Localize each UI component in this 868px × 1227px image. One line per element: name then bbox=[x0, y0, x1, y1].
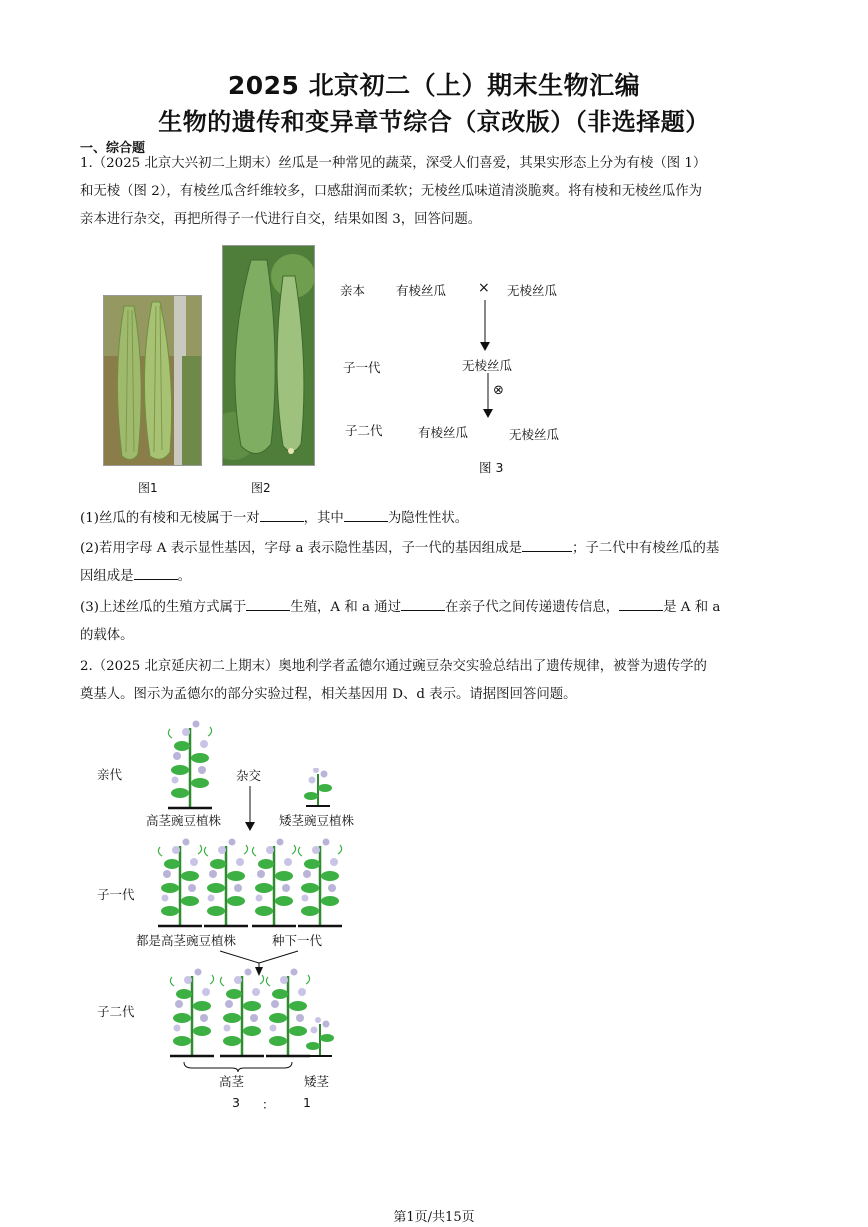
q2-parent-tall-pea-plant bbox=[160, 720, 220, 812]
fig3-cross-symbol: × bbox=[478, 280, 490, 296]
q1-sub3-text-d: 是 A 和 a bbox=[663, 600, 721, 615]
q1-line-1: 1.（2025 北京大兴初二上期末）丝瓜是一种常见的蔬菜，深受人们喜爱，其果实形态上分为有棱（图 1） bbox=[80, 156, 707, 171]
fig3-caption: 图 3 bbox=[479, 460, 504, 475]
q1-line-2: 和无棱（图 2），有棱丝瓜含纤维较多，口感甜润而柔软；无棱丝瓜味道清淡脆爽。将有棱和无棱丝瓜作为 bbox=[80, 184, 703, 199]
question-1-stem bbox=[80, 150, 792, 234]
fig2-caption: 图2 bbox=[251, 481, 271, 495]
q2-ratio-colon: ： bbox=[262, 1097, 275, 1112]
fig1-caption: 图1 bbox=[138, 481, 158, 495]
fig3-parent-smooth: 无棱丝瓜 bbox=[507, 283, 558, 298]
section-heading: 一、综合题 bbox=[80, 141, 146, 156]
q1-sub2-blank-1[interactable] bbox=[522, 537, 572, 552]
q1-sub3 bbox=[80, 594, 792, 650]
q2-label-parent: 亲代 bbox=[97, 767, 123, 782]
fig3-label-f2: 子二代 bbox=[345, 423, 383, 438]
q2-tall-plant-label: 高茎豌豆植株 bbox=[146, 813, 222, 828]
q1-sub2 bbox=[80, 535, 792, 591]
q1-sub2-text-c: 因组成是 bbox=[80, 569, 134, 584]
fig3-parent-ridged: 有棱丝瓜 bbox=[396, 283, 447, 298]
fig2-smooth-loofah-photo bbox=[222, 245, 315, 466]
fig3-f2-ridged: 有棱丝瓜 bbox=[418, 425, 469, 440]
q2-ratio-right: 1 bbox=[303, 1095, 311, 1110]
q1-sub3-text-b: 生殖，A 和 a 通过 bbox=[290, 600, 402, 615]
q2-label-f2: 子二代 bbox=[97, 1004, 135, 1019]
q1-sub1-blank-1[interactable] bbox=[260, 507, 304, 522]
q1-sub2-text-b: ；子二代中有棱丝瓜的基 bbox=[571, 541, 720, 556]
q2-label-f1: 子一代 bbox=[97, 887, 135, 902]
q1-sub2-blank-2[interactable] bbox=[134, 565, 178, 580]
q1-sub3-text-a: (3)上述丝瓜的生殖方式属于 bbox=[80, 600, 247, 615]
fig1-ridged-loofah-photo bbox=[103, 295, 202, 466]
q2-f1-all-tall-label: 都是高茎豌豆植株 bbox=[136, 933, 237, 948]
q1-sub1 bbox=[80, 505, 792, 533]
page-number-footer: 第1页/共15页 bbox=[393, 1210, 475, 1225]
q2-parent-short-pea-plant bbox=[300, 768, 336, 810]
q2-f2-pea-plants bbox=[160, 966, 350, 1062]
q2-line-2: 奠基人。图示为孟德尔的部分实验过程，相关基因用 D、d 表示。请据图回答问题。 bbox=[80, 687, 577, 702]
q2-f2-short-label: 矮茎 bbox=[304, 1074, 330, 1089]
fig3-label-f1: 子一代 bbox=[343, 360, 381, 375]
q2-short-plant-label: 矮茎豌豆植株 bbox=[279, 813, 355, 828]
q2-f1-plant-next-label: 种下一代 bbox=[272, 933, 323, 948]
fig3-arrow-parent-to-f1 bbox=[478, 300, 492, 352]
q1-sub2-text-d: 。 bbox=[177, 569, 191, 584]
q2-f2-tall-label: 高茎 bbox=[219, 1074, 245, 1089]
q2-cross-label: 杂交 bbox=[236, 768, 262, 783]
q1-sub1-text-a: (1)丝瓜的有棱和无棱属于一对 bbox=[80, 511, 260, 526]
q1-sub3-line-2: 的载体。 bbox=[80, 628, 134, 643]
q1-sub1-blank-2[interactable] bbox=[344, 507, 388, 522]
page-title: 2025 北京初二（上）期末生物汇编 bbox=[227, 71, 641, 100]
q2-ratio-left: 3 bbox=[232, 1095, 240, 1110]
q1-sub3-blank-3[interactable] bbox=[619, 596, 663, 611]
fig3-f1-result: 无棱丝瓜 bbox=[462, 358, 513, 373]
fig3-self-cross-symbol: ⊗ bbox=[493, 383, 504, 398]
q2-arrow-parent-to-f1 bbox=[243, 786, 257, 832]
question-2-stem bbox=[80, 653, 792, 709]
q1-sub1-text-b: ，其中 bbox=[303, 511, 344, 526]
q1-sub3-blank-1[interactable] bbox=[246, 596, 290, 611]
q1-sub1-text-c: 为隐性性状。 bbox=[387, 511, 469, 526]
fig3-label-parent: 亲本 bbox=[340, 283, 366, 298]
q1-sub2-text-a: (2)若用字母 A 表示显性基因，字母 a 表示隐性基因，子一代的基因组成是 bbox=[80, 541, 522, 556]
page-subtitle: 生物的遗传和变异章节综合（京改版）（非选择题） bbox=[158, 108, 710, 136]
fig3-f2-smooth: 无棱丝瓜 bbox=[509, 427, 560, 442]
q1-line-3: 亲本进行杂交，再把所得子一代进行自交，结果如图 3，回答问题。 bbox=[80, 212, 482, 227]
q2-line-1: 2.（2025 北京延庆初二上期末）奥地利学者孟德尔通过豌豆杂交实验总结出了遗传规律，被誉为遗传学的 bbox=[80, 659, 707, 674]
q2-f1-pea-plants bbox=[150, 838, 350, 930]
q1-sub3-text-c: 在亲子代之间传递遗传信息， bbox=[445, 600, 620, 615]
q1-sub3-blank-2[interactable] bbox=[401, 596, 445, 611]
